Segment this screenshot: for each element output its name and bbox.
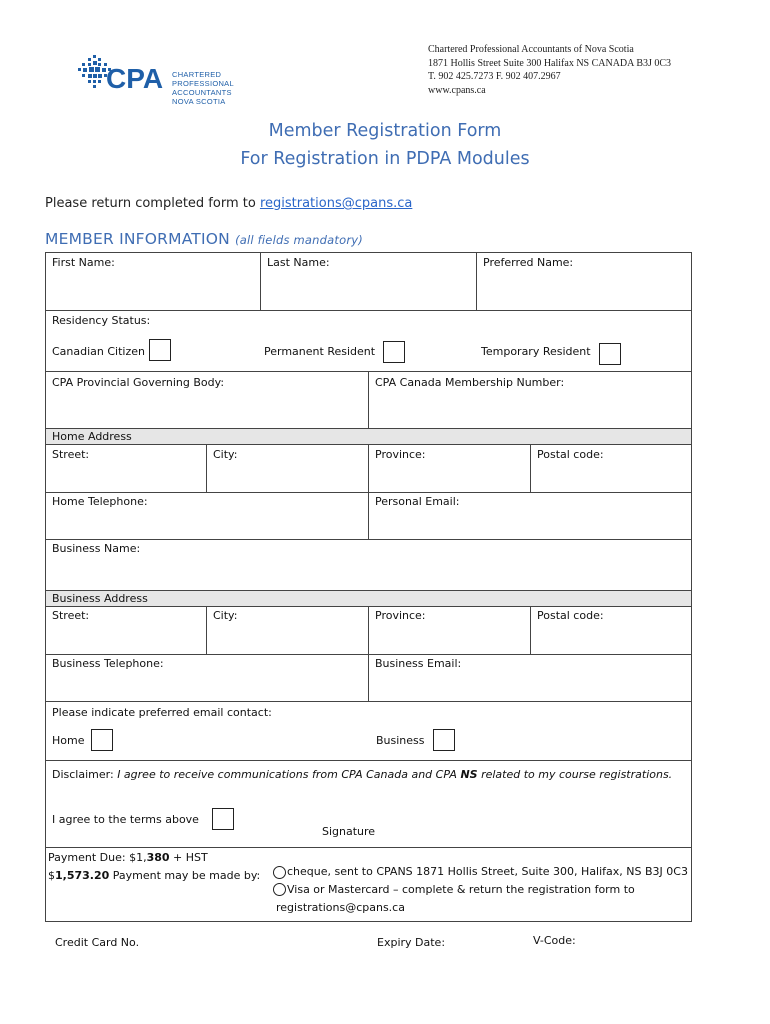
membership-number-label: CPA Canada Membership Number: — [375, 376, 565, 389]
card-option-email: registrations@cpans.ca — [276, 901, 405, 914]
business-telephone-label: Business Telephone: — [52, 657, 164, 670]
governing-body-label: CPA Provincial Governing Body: — [52, 376, 225, 389]
cheque-option-label: cheque, sent to CPANS 1871 Hollis Street, Suite 300, Halifax, NS B3J 0C3 — [287, 865, 688, 878]
form-subtitle: For Registration in PDPA Modules — [240, 149, 530, 169]
last-name-label: Last Name: — [267, 256, 330, 269]
v-code-label: V-Code: — [533, 934, 576, 947]
last-name-field[interactable] — [261, 272, 475, 309]
org-website: www.cpans.ca — [428, 84, 486, 96]
home-telephone-label: Home Telephone: — [52, 495, 148, 508]
preferred-name-label: Preferred Name: — [483, 256, 574, 269]
personal-email-label: Personal Email: — [375, 495, 460, 508]
first-name-field[interactable] — [46, 272, 259, 309]
payment-due-text: Payment Due: $1,380 + HST — [48, 851, 208, 864]
business-option-label: Business — [376, 734, 425, 747]
home-address-label: Home Address — [52, 430, 132, 443]
canadian-citizen-checkbox[interactable] — [149, 339, 171, 361]
section-heading: MEMBER INFORMATION (all fields mandatory) — [45, 230, 363, 248]
permanent-resident-checkbox[interactable] — [383, 341, 405, 363]
agree-terms-checkbox[interactable] — [212, 808, 234, 830]
governing-body-field[interactable] — [46, 392, 367, 427]
form-title: Member Registration Form — [268, 121, 502, 141]
org-phone: T. 902 425.7273 F. 902 407.2967 — [428, 71, 561, 82]
registrations-email-link[interactable]: registrations@cpans.ca — [259, 196, 413, 211]
return-instructions: Please return completed form to registrations@cpans.ca — [45, 196, 413, 211]
org-name: Chartered Professional Accountants of Nova Scotia — [428, 44, 634, 55]
home-street-label: Street: — [52, 448, 90, 461]
business-name-field[interactable] — [46, 558, 691, 589]
disclaimer-text: Disclaimer: I agree to receive communications from CPA Canada and CPA NS related to my course registrations. — [52, 768, 673, 781]
cheque-radio[interactable] — [273, 866, 286, 879]
expiry-date-label: Expiry Date: — [377, 936, 446, 949]
temporary-resident-checkbox[interactable] — [599, 343, 621, 365]
credit-card-label: Credit Card No. — [55, 936, 140, 949]
agree-terms-label: I agree to the terms above — [52, 813, 199, 826]
temporary-resident-label: Temporary Resident — [481, 345, 591, 358]
business-postal-code-label: Postal code: — [537, 609, 604, 622]
organization-address — [428, 43, 671, 97]
business-city-label: City: — [213, 609, 238, 622]
logo-wordmark: CHARTERED PROFESSIONAL ACCOUNTANTS NOVA SCOTIA — [172, 70, 234, 106]
signature-label: Signature — [322, 825, 376, 838]
business-name-label: Business Name: — [52, 542, 141, 555]
business-email-checkbox[interactable] — [433, 729, 455, 751]
business-street-label: Street: — [52, 609, 90, 622]
home-province-label: Province: — [375, 448, 426, 461]
home-email-checkbox[interactable] — [91, 729, 113, 751]
membership-number-field[interactable] — [369, 392, 691, 427]
preferred-email-label: Please indicate preferred email contact: — [52, 706, 272, 719]
permanent-resident-label: Permanent Resident — [264, 345, 376, 358]
org-street: 1871 Hollis Street Suite 300 Halifax NS CANADA B3J 0C3 — [428, 57, 672, 69]
business-email-label: Business Email: — [375, 657, 462, 670]
section-note: (all fields mandatory) — [235, 233, 363, 247]
first-name-label: First Name: — [52, 256, 115, 269]
svg-text:CPA: CPA — [106, 63, 164, 94]
business-address-label: Business Address — [52, 592, 148, 605]
business-province-label: Province: — [375, 609, 426, 622]
payment-total-text: $1,573.20 Payment may be made by: — [48, 869, 261, 882]
card-option-label: Visa or Mastercard – complete & return the registration form to — [287, 883, 635, 896]
home-postal-code-label: Postal code: — [537, 448, 604, 461]
canadian-citizen-label: Canadian Citizen — [52, 345, 146, 358]
residency-status-label: Residency Status: — [52, 314, 151, 327]
home-city-label: City: — [213, 448, 238, 461]
card-radio[interactable] — [273, 883, 286, 896]
home-option-label: Home — [52, 734, 85, 747]
preferred-name-field[interactable] — [477, 272, 691, 309]
